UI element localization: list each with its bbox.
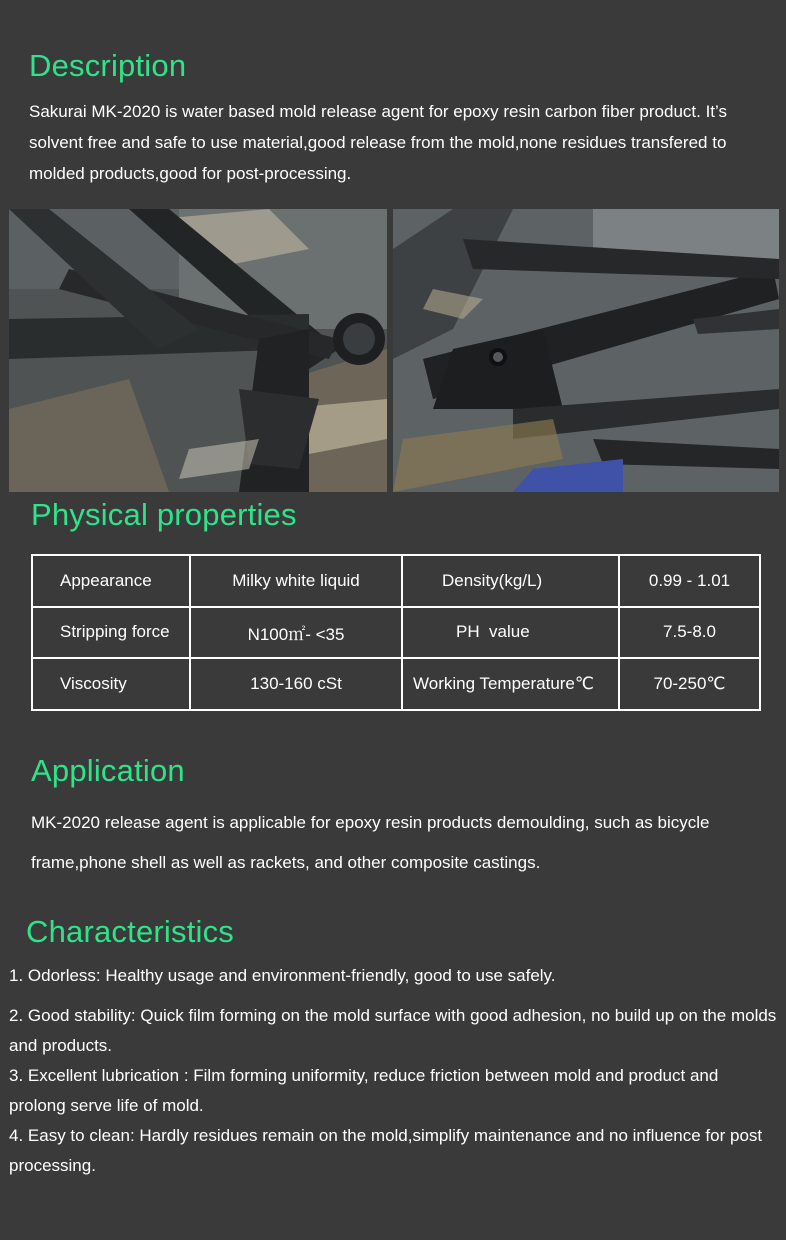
property-label: Appearance bbox=[32, 555, 190, 607]
description-heading: Description bbox=[29, 48, 187, 83]
property-label: Density(kg/L) bbox=[402, 555, 619, 607]
property-value: 7.5-8.0 bbox=[619, 607, 760, 659]
list-item: 2. Good stability: Quick film forming on the mold surface with good adhesion, no build up on the molds and products. bbox=[9, 1006, 777, 1055]
property-label: Stripping force bbox=[32, 607, 190, 659]
property-value: 0.99 - 1.01 bbox=[619, 555, 760, 607]
characteristics-heading: Characteristics bbox=[26, 914, 234, 949]
characteristics-list bbox=[9, 961, 777, 1181]
property-label: Working Temperature℃ bbox=[402, 658, 619, 710]
description-text: Sakurai MK-2020 is water based mold release agent for epoxy resin carbon fiber product. It’s solvent free and safe to use material,good release from the mold,none residues transfered to molded products,good for post-processing. bbox=[29, 102, 727, 183]
property-value: N100㎡- <35 bbox=[190, 607, 402, 659]
physical-properties-heading: Physical properties bbox=[31, 497, 297, 532]
carbon-frame-photo-left bbox=[9, 209, 387, 492]
application-text: MK-2020 release agent is applicable for epoxy resin products demoulding, such as bicycle frame,phone shell as well as rackets, and other composite castings. bbox=[31, 813, 710, 872]
property-value: Milky white liquid bbox=[190, 555, 402, 607]
list-item: 3. Excellent lubrication : Film forming uniformity, reduce friction between mold and product and prolong serve life of mold. bbox=[9, 1066, 719, 1115]
property-label: Viscosity bbox=[32, 658, 190, 710]
table-row bbox=[32, 555, 760, 607]
property-label: PH value bbox=[402, 607, 619, 659]
list-item: 1. Odorless: Healthy usage and environment-friendly, good to use safely. bbox=[9, 966, 556, 985]
application-heading: Application bbox=[31, 753, 185, 788]
property-value: 70-250℃ bbox=[619, 658, 760, 710]
table-row bbox=[32, 607, 760, 659]
carbon-frame-photo-right bbox=[393, 209, 779, 492]
property-value: 130-160 cSt bbox=[190, 658, 402, 710]
list-item: 4. Easy to clean: Hardly residues remain on the mold,simplify maintenance and no influence for post processing. bbox=[9, 1126, 763, 1175]
table-row bbox=[32, 658, 760, 710]
physical-properties-table bbox=[31, 554, 761, 711]
